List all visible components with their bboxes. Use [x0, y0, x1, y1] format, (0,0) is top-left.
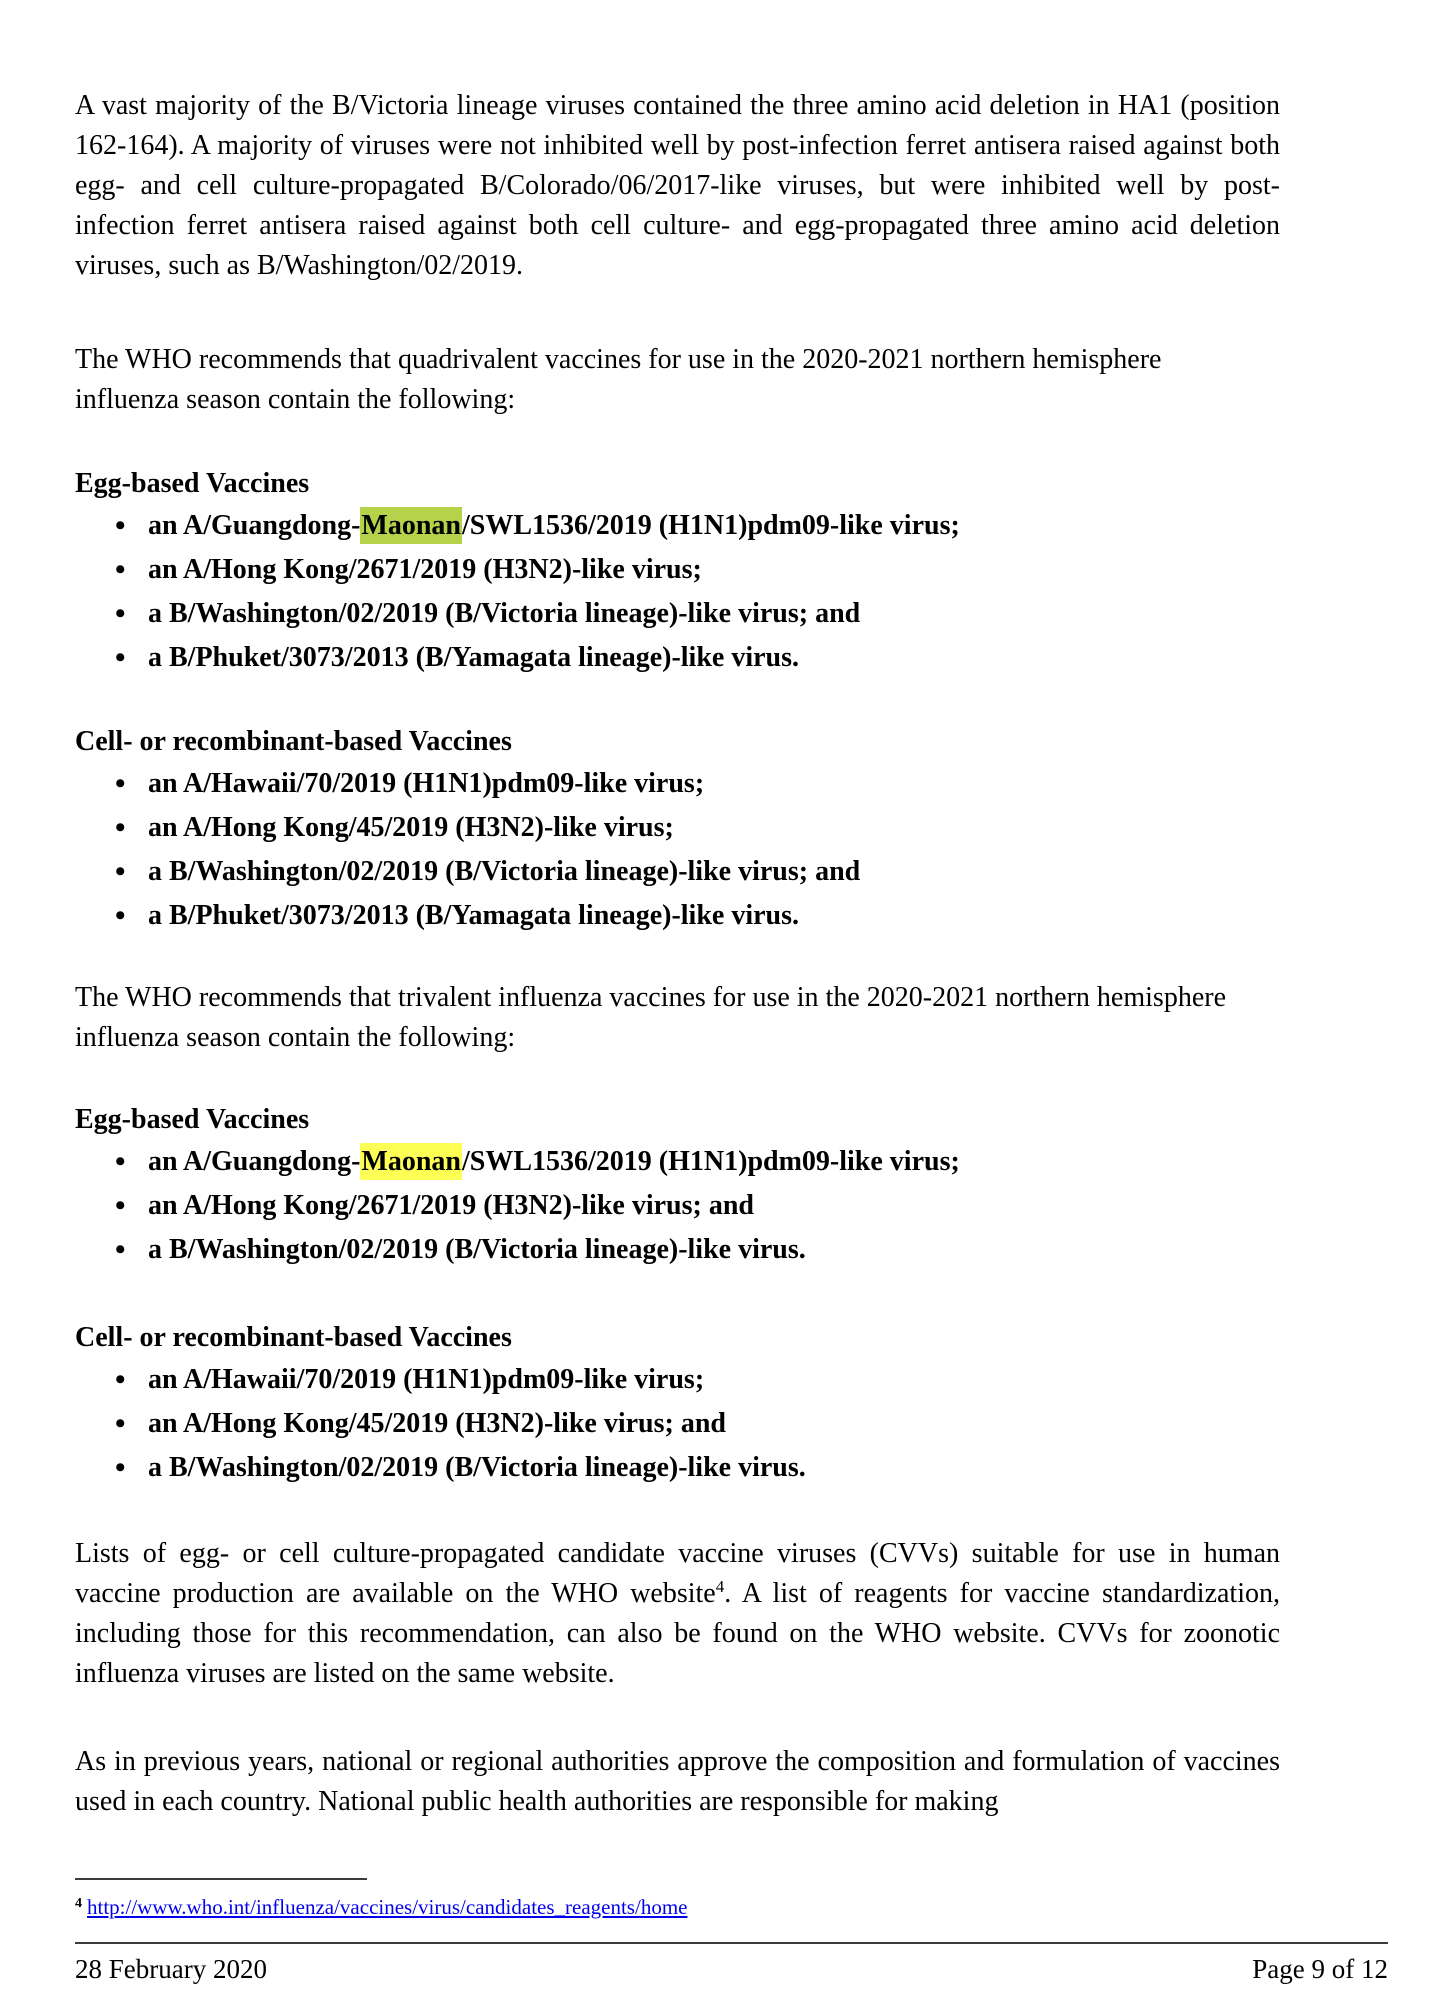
- list-egg-trivalent: [75, 1140, 1280, 1272]
- page-footer: [75, 1950, 1388, 1988]
- heading-egg-based-trivalent: Egg-based Vaccines: [75, 1104, 310, 1135]
- cvv-text-post: . A list of reagents for vaccine standardization, including those for this recommendation, can also be found on the WHO website. CVVs for zoonotic influenza viruses are listed on the same website.: [75, 1578, 1280, 1689]
- list-item-h3n2-cell: • an A/Hong Kong/45/2019 (H3N2)-like virus;: [75, 806, 1280, 850]
- list-cell-quadrivalent: [75, 762, 1280, 938]
- footnote-separator: [75, 1878, 367, 1880]
- footnote-marker: 4: [75, 1896, 82, 1911]
- paragraph-national-authorities: As in previous years, national or regional authorities approve the composition and formulation of vaccines used in each country. National public health authorities are responsible for making: [75, 1746, 1280, 1817]
- bullet-text-post: /SWL1536/2019 (H1N1)pdm09-like virus;: [462, 510, 960, 541]
- paragraph-cvv-lists: [75, 1534, 1280, 1694]
- footnote-link[interactable]: http://www.who.int/influenza/vaccines/virus/candidates_reagents/home: [87, 1895, 688, 1919]
- list-item-h3n2-egg: • an A/Hong Kong/2671/2019 (H3N2)-like virus;: [75, 548, 1280, 592]
- list-cell-trivalent: [75, 1358, 1280, 1490]
- footnote: [75, 1892, 687, 1922]
- bullet-text-post: /SWL1536/2019 (H1N1)pdm09-like virus;: [462, 1146, 960, 1177]
- list-item-bvictoria-egg: • a B/Washington/02/2019 (B/Victoria lineage)-like virus.: [75, 1228, 1280, 1272]
- list-item-h1n1-egg: [75, 1140, 1280, 1184]
- list-item-bvictoria-cell: • a B/Washington/02/2019 (B/Victoria lineage)-like virus; and: [75, 850, 1280, 894]
- heading-cell-based-quadrivalent: Cell- or recombinant-based Vaccines: [75, 726, 512, 757]
- footer-page-number: Page 9 of 12: [1252, 1954, 1388, 1984]
- heading-egg-based-quadrivalent: Egg-based Vaccines: [75, 468, 310, 499]
- paragraph-bvictoria-analysis: A vast majority of the B/Victoria lineage viruses contained the three amino acid deletion in HA1 (position 162-164). A majority of viruses were not inhibited well by post-infection ferret antisera raised against both egg- and cell culture-propagated B/Colorado/06/2017-like viruses, but were inhibited well by post-infection ferret antisera raised against both cell culture- and egg-propagated three amino acid deletion viruses, such as B/Washington/02/2019.: [75, 90, 1280, 281]
- footer-separator: [75, 1942, 1388, 1944]
- list-item-h3n2-egg: • an A/Hong Kong/2671/2019 (H3N2)-like virus; and: [75, 1184, 1280, 1228]
- list-item-byamagata-cell: • a B/Phuket/3073/2013 (B/Yamagata lineage)-like virus.: [75, 894, 1280, 938]
- document-body: [75, 0, 1280, 1822]
- footnote-reference-4: 4: [715, 1577, 725, 1596]
- paragraph-trivalent-intro: The WHO recommends that trivalent influenza vaccines for use in the 2020-2021 northern hemisphere influenza season contain the following:: [75, 982, 1226, 1053]
- list-item-bvictoria-egg: • a B/Washington/02/2019 (B/Victoria lineage)-like virus; and: [75, 592, 1280, 636]
- list-item-h1n1-egg: [75, 504, 1280, 548]
- list-item-bvictoria-cell: • a B/Washington/02/2019 (B/Victoria lineage)-like virus.: [75, 1446, 1280, 1490]
- list-egg-quadrivalent: [75, 504, 1280, 680]
- list-item-h1n1-cell: • an A/Hawaii/70/2019 (H1N1)pdm09-like virus;: [75, 1358, 1280, 1402]
- list-item-byamagata-egg: • a B/Phuket/3073/2013 (B/Yamagata lineage)-like virus.: [75, 636, 1280, 680]
- paragraph-quadrivalent-intro: The WHO recommends that quadrivalent vaccines for use in the 2020-2021 northern hemisphere influenza season contain the following:: [75, 344, 1162, 415]
- list-item-h1n1-cell: • an A/Hawaii/70/2019 (H1N1)pdm09-like virus;: [75, 762, 1280, 806]
- bullet-text-pre: an A/Guangdong-: [148, 510, 361, 541]
- bullet-text-pre: an A/Guangdong-: [148, 1146, 361, 1177]
- cvv-text-pre: Lists of egg- or cell culture-propagated candidate vaccine viruses (CVVs) suitable for use in human vaccine production are available on the WHO website: [75, 1538, 1280, 1609]
- heading-cell-based-trivalent: Cell- or recombinant-based Vaccines: [75, 1322, 512, 1353]
- highlight-maonan-green: Maonan: [360, 507, 462, 544]
- footer-date: 28 February 2020: [75, 1954, 267, 1984]
- highlight-maonan-yellow: Maonan: [360, 1143, 462, 1180]
- list-item-h3n2-cell: • an A/Hong Kong/45/2019 (H3N2)-like virus; and: [75, 1402, 1280, 1446]
